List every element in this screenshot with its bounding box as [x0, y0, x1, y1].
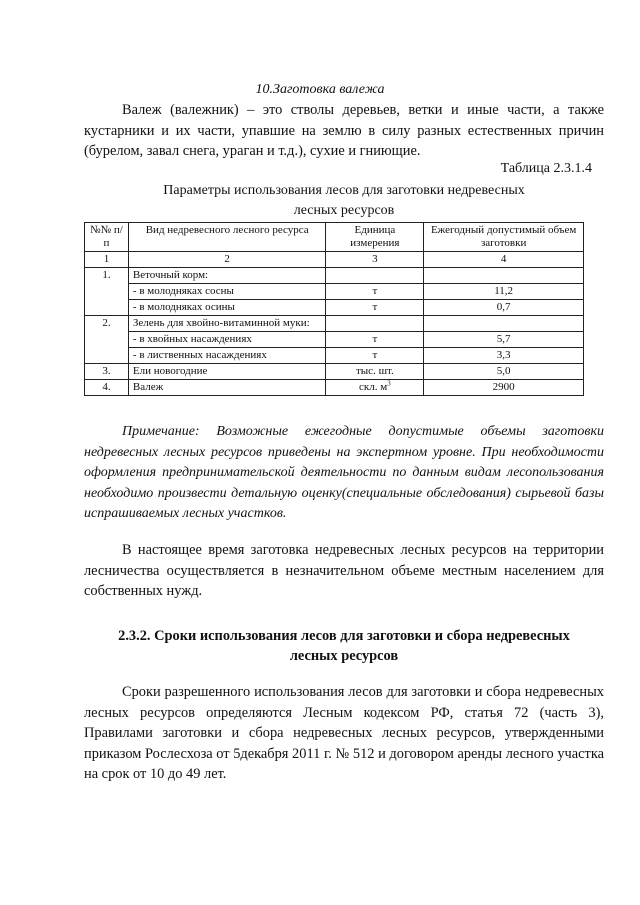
row-name: - в молодняках сосны	[128, 284, 326, 300]
col-number: 2	[128, 252, 326, 268]
row-num: 2.	[85, 316, 129, 364]
table-note	[84, 422, 604, 525]
table-title-line2: лесных ресурсов	[293, 203, 395, 218]
header-resource: Вид недревесного лесного ресурса	[128, 223, 326, 252]
row-unit-superscript: 3	[387, 379, 391, 388]
terms-paragraph-text: Сроки разрешенного использования лесов для заготовки и сбора недревесных лесных ресурсов определяются Лесным кодексом РФ, статья 72 (часть 3), Правилами заготовки и сбора недревесных лесных ресурсов, утвержденными приказом Рослесхоза от 5декабря 2011 г. № 512 и договором аренды лесного участка на срок от 10 до 49 лет.	[84, 684, 604, 782]
row-num: 1.	[85, 268, 129, 316]
col-number: 1	[85, 252, 129, 268]
table-row	[85, 364, 584, 380]
row-volume	[424, 268, 584, 284]
section-title	[84, 626, 604, 666]
header-volume: Ежегодный допустимый объем заготовки	[424, 223, 584, 252]
table-label: Таблица 2.3.1.4	[500, 161, 592, 176]
table-note-text: Примечание: Возможные ежегодные допустимые объемы заготовки недревесных лесных ресурсов приведены на экспертном уровне. При необходимости оформления предпринимательской деятельности по данным видам лесопользования необходимо произвести детальную оценку(специальные обследования) сырьевой базы испрашиваемых лесных участков.	[84, 424, 604, 521]
current-state-paragraph	[84, 540, 604, 602]
table-row	[85, 348, 584, 364]
terms-paragraph	[84, 682, 604, 785]
row-name: Валеж	[128, 380, 326, 396]
col-number: 3	[326, 252, 424, 268]
section-title-line1: 2.3.2. Сроки использования лесов для заготовки и сбора недревесных	[118, 628, 570, 644]
row-name: - в лиственных насаждениях	[128, 348, 326, 364]
row-num: 3.	[85, 364, 129, 380]
parameters-table	[84, 222, 584, 396]
row-volume: 2900	[424, 380, 584, 396]
table-row	[85, 284, 584, 300]
row-name: Веточный корм:	[128, 268, 326, 284]
row-volume: 11,2	[424, 284, 584, 300]
table-row	[85, 268, 584, 284]
row-num: 4.	[85, 380, 129, 396]
table-row	[85, 332, 584, 348]
row-unit: т	[326, 332, 424, 348]
row-unit	[326, 380, 424, 396]
row-volume: 0,7	[424, 300, 584, 316]
table-row	[85, 300, 584, 316]
row-volume: 5,7	[424, 332, 584, 348]
intro-paragraph	[84, 100, 604, 162]
table-col-number-row	[85, 252, 584, 268]
row-unit-text: скл. м	[359, 381, 388, 393]
table-row	[85, 380, 584, 396]
header-num: №№ п/п	[85, 223, 129, 252]
row-volume: 5,0	[424, 364, 584, 380]
section-title-line2: лесных ресурсов	[289, 648, 399, 664]
col-number: 4	[424, 252, 584, 268]
row-name: - в хвойных насаждениях	[128, 332, 326, 348]
subsection-heading: 10.Заготовка валежа	[255, 82, 385, 97]
row-unit: тыс. шт.	[326, 364, 424, 380]
row-name: - в молодняках осины	[128, 300, 326, 316]
row-name: Ели новогодние	[128, 364, 326, 380]
intro-paragraph-text: Валеж (валежник) – это стволы деревьев, ветки и иные части, а также кустарники и их части, упавшие на землю в силу разных естественных причин (бурелом, завал снега, ураган и т.д.), сухие и гниющие.	[84, 102, 604, 159]
row-volume: 3,3	[424, 348, 584, 364]
header-unit: Единица измерения	[326, 223, 424, 252]
current-state-paragraph-text: В настоящее время заготовка недревесных лесных ресурсов на территории лесничества осуществляется в незначительном объеме местным населением для собственных нужд.	[84, 542, 604, 599]
row-name: Зелень для хвойно-витаминной муки:	[128, 316, 326, 332]
table-row	[85, 316, 584, 332]
row-volume	[424, 316, 584, 332]
row-unit	[326, 268, 424, 284]
table-title	[84, 181, 604, 221]
row-unit: т	[326, 348, 424, 364]
table-header-row	[85, 223, 584, 252]
row-unit: т	[326, 300, 424, 316]
row-unit	[326, 316, 424, 332]
table-title-line1: Параметры использования лесов для заготовки недревесных	[163, 183, 525, 198]
row-unit: т	[326, 284, 424, 300]
